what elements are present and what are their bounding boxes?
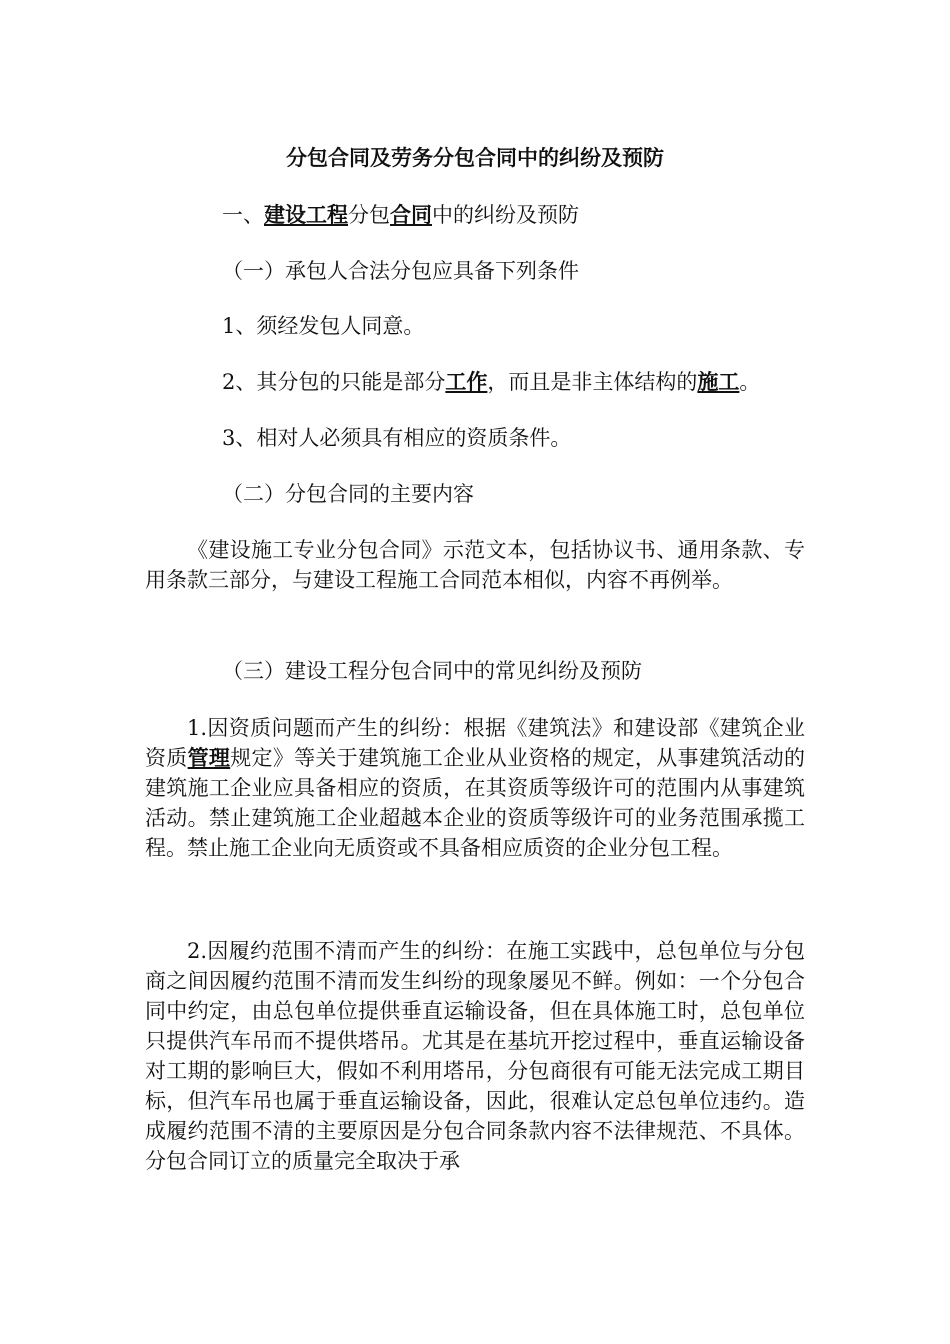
section-text: 中的纠纷及预防 (432, 203, 579, 227)
paragraph-scope-disputes: 2.因履约范围不清而产生的纠纷：在施工实践中，总包单位与分包商之间因履约范围不清而发生纠纷的现象屡见不鲜。例如：一个分包合同中约定，由总包单位提供垂直运输设备，但在具体施工时，总包单位只提供汽车吊而不提供塔吊。尤其是在基坑开挖过程中，垂直运输设备对工期的影响巨大，假如不利用塔吊，分包商很有可能无法完成工期目标，但汽车吊也属于垂直运输设备，因此，很难认定总包单位违约。造成履约范围不清的主要原因是分包合同条款内容不法律规范、不具体。分包合同订立的质量完全取决于承 (145, 939, 805, 1173)
condition-text: 。 (739, 370, 761, 394)
paragraph-text: 规定》等关于建筑施工企业从业资格的规定，从事建筑活动的建筑施工企业应具备相应的资质，在其资质等级许可的范围内从事建筑活动。禁止建筑施工企业超越本企业的资质等级许可的业务范围承揽工程。禁止施工企业向无质资或不具备相应质资的企业分包工程。 (145, 746, 806, 860)
keyword-link-management[interactable]: 管理 (187, 745, 231, 770)
section-text: 分包 (348, 203, 390, 227)
subsection-heading-1: （一）承包人合法分包应具备下列条件 (222, 259, 579, 283)
section-heading-1 (222, 200, 579, 230)
paragraph-qualification-disputes (145, 713, 805, 863)
condition-item-1: 1、须经发包人同意。 (222, 314, 425, 338)
subsection-heading-3: （三）建设工程分包合同中的常见纠纷及预防 (222, 659, 642, 683)
section-prefix: 一、 (222, 203, 264, 227)
condition-item-2 (222, 367, 760, 397)
keyword-link-construction[interactable]: 施工 (697, 369, 740, 394)
keyword-link-construction-project[interactable]: 建设工程 (264, 202, 348, 227)
paragraph-text: 1.因资质问题而产生的纠纷：根据《建筑法》和建设部《建筑企业资质 (145, 716, 805, 770)
subsection-heading-2: （二）分包合同的主要内容 (222, 482, 474, 506)
paragraph-contract-template: 《建设施工专业分包合同》示范文本，包括协议书、通用条款、专用条款三部分，与建设工程施工合同范本相似，内容不再例举。 (145, 538, 805, 592)
condition-item-3: 3、相对人必须具有相应的资质条件。 (222, 426, 572, 450)
keyword-link-contract[interactable]: 合同 (390, 202, 432, 227)
condition-text: ，而且是非主体结构的 (487, 370, 698, 394)
condition-text: 2、其分包的只能是部分 (222, 370, 446, 394)
keyword-link-work[interactable]: 工作 (445, 369, 488, 394)
document-title: 分包合同及劳务分包合同中的纠纷及预防 (286, 145, 664, 170)
